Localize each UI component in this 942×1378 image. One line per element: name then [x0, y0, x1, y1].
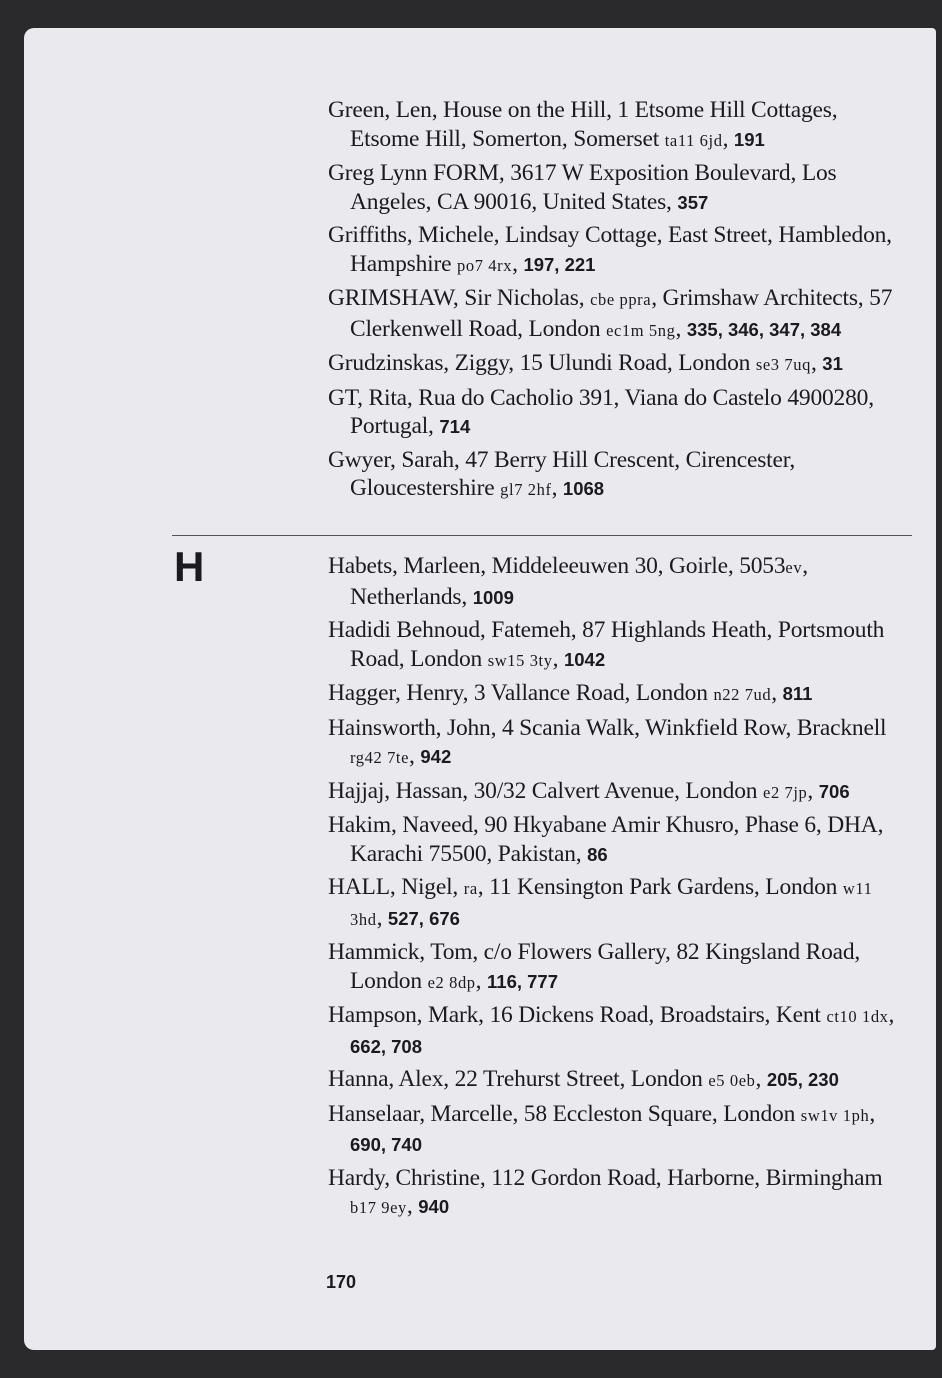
postcode: sw15 3ty — [487, 650, 553, 670]
entry-text: Hampson, Mark, 16 Dickens Road, Broadstairs, Kent — [328, 1002, 827, 1028]
entry-text: Hanna, Alex, 22 Trehurst Street, London — [328, 1066, 709, 1092]
postcode: e2 8dp — [427, 972, 476, 992]
postcode: ta11 6jd — [664, 130, 723, 150]
entry-text: Griffiths, Michele, Lindsay Cottage, East Street, Hambledon, Hampshire — [328, 222, 892, 277]
book-page — [24, 28, 936, 1350]
index-entry — [328, 96, 908, 155]
section-divider — [172, 535, 912, 536]
page-references: 1042 — [563, 648, 606, 670]
page-references: 357 — [677, 191, 709, 213]
entry-text: Hammick, Tom, c/o Flowers Gallery, 82 Kingsland Road, London — [328, 939, 861, 994]
index-entries-g — [328, 96, 908, 509]
index-entry — [328, 777, 908, 808]
page-references: 811 — [782, 683, 813, 704]
index-entry — [328, 1001, 908, 1061]
separator: , — [771, 680, 783, 706]
index-entry — [328, 811, 908, 869]
separator: , — [512, 250, 524, 277]
separator: , — [810, 350, 823, 376]
entry-text: Hardy, Christine, 112 Gordon Road, Harborne, Birmingham — [328, 1164, 883, 1191]
postcode: gl7 2hf — [500, 480, 552, 499]
separator: , — [409, 743, 421, 769]
page-references: 86 — [587, 843, 608, 865]
page-references: 662, 708 — [350, 1035, 423, 1057]
entry-text: HALL, Nigel, — [328, 874, 464, 900]
postcode: sw1v 1ph — [800, 1105, 870, 1125]
index-entries-h — [328, 552, 908, 1227]
postcode: ra — [463, 879, 478, 898]
entry-text: Gwyer, Sarah, 47 Berry Hill Crescent, Cirencester, Gloucestershire — [328, 446, 796, 501]
postcode: e2 7jp — [763, 782, 808, 802]
separator: , — [802, 553, 808, 579]
separator: , — [888, 1002, 895, 1028]
postcode: rg42 7te — [350, 748, 410, 767]
entry-text: Netherlands, — [350, 583, 473, 610]
index-entry — [328, 714, 908, 773]
index-entry — [328, 221, 908, 280]
index-entry — [328, 1065, 908, 1096]
postcode: se3 7uq — [755, 355, 811, 374]
entry-text: , 11 Kensington Park Gardens, London — [477, 874, 843, 900]
postcode: w11 3hd — [350, 879, 873, 929]
index-entry — [328, 679, 908, 710]
entry-text: Hagger, Henry, 3 Vallance Road, London — [328, 680, 714, 706]
entry-text: Hajjaj, Hassan, 30/32 Calvert Avenue, London — [328, 777, 764, 804]
separator: , — [551, 475, 563, 501]
page-references: 191 — [733, 128, 765, 150]
index-entry — [328, 1100, 908, 1160]
section-letter: H — [174, 543, 205, 590]
page-references: 205, 230 — [766, 1069, 839, 1090]
index-entry — [328, 446, 908, 505]
page-references: 690, 740 — [350, 1134, 423, 1155]
postcode: ct10 1dx — [826, 1007, 889, 1026]
postcode: b17 9ey — [350, 1198, 407, 1217]
separator: , — [406, 1193, 419, 1219]
entry-text: , Grimshaw Architects, 57 Clerkenwell Road, London — [350, 285, 893, 342]
index-entry — [328, 552, 908, 612]
separator: , — [869, 1100, 875, 1127]
entry-text: GT, Rita, Rua do Cacholio 391, Viana do Castelo 4900280, Portugal, — [328, 384, 874, 439]
page-references: 116, 777 — [487, 970, 559, 992]
page-references: 527, 676 — [387, 907, 460, 929]
entry-text: Habets, Marleen, Middeleeuwen 30, Goirle, 5053 — [328, 553, 786, 579]
entry-text: Hanselaar, Marcelle, 58 Eccleston Square, London — [328, 1100, 801, 1127]
index-entry — [328, 1164, 908, 1223]
separator: , — [475, 967, 488, 994]
page-references: 197, 221 — [523, 253, 596, 275]
separator: , — [376, 904, 388, 931]
separator: , — [675, 315, 687, 342]
page-references: 1009 — [472, 586, 514, 608]
index-entry — [328, 938, 908, 997]
page-references: 940 — [418, 1196, 450, 1217]
entry-text: GRIMSHAW, Sir Nicholas, — [328, 285, 591, 311]
postcode: po7 4rx — [457, 255, 513, 275]
postcode: e5 0eb — [708, 1071, 756, 1090]
separator: , — [552, 645, 564, 672]
index-entry — [328, 384, 908, 442]
entry-text: Grudzinskas, Ziggy, 15 Ulundi Road, London — [328, 350, 756, 376]
page-references: 706 — [818, 780, 850, 802]
entry-text: Hainsworth, John, 4 Scania Walk, Winkfield Row, Bracknell — [328, 714, 887, 741]
index-entry — [328, 284, 908, 345]
index-entry — [328, 873, 908, 934]
postcode: ev — [785, 558, 803, 577]
page-references: 31 — [822, 353, 843, 374]
page-references: 942 — [420, 746, 452, 767]
entry-text: Hadidi Behnoud, Fatemeh, 87 Highlands Heath, Portsmouth Road, London — [328, 617, 885, 672]
postcode: n22 7ud — [713, 685, 772, 704]
postcode: cbe ppra — [590, 290, 652, 309]
entry-text: Greg Lynn FORM, 3617 W Exposition Boulevard, Los Angeles, CA 90016, United States, — [328, 160, 837, 215]
index-entry — [328, 159, 908, 217]
entry-text: Green, Len, House on the Hill, 1 Etsome Hill Cottages, Etsome Hill, Somerton, Somerset — [328, 97, 838, 152]
index-entry — [328, 349, 908, 380]
page-references: 714 — [439, 416, 471, 437]
page-number: 170 — [326, 1272, 357, 1292]
postcode: ec1m 5ng — [606, 320, 676, 340]
page-references: 335, 346, 347, 384 — [686, 318, 842, 340]
index-entry — [328, 616, 908, 675]
separator: , — [722, 125, 734, 152]
entry-text: Hakim, Naveed, 90 Hkyabane Amir Khusro, Phase 6, DHA, Karachi 75500, Pakistan, — [328, 812, 884, 867]
separator: , — [807, 777, 819, 804]
separator: , — [755, 1066, 767, 1092]
page-references: 1068 — [562, 478, 605, 499]
